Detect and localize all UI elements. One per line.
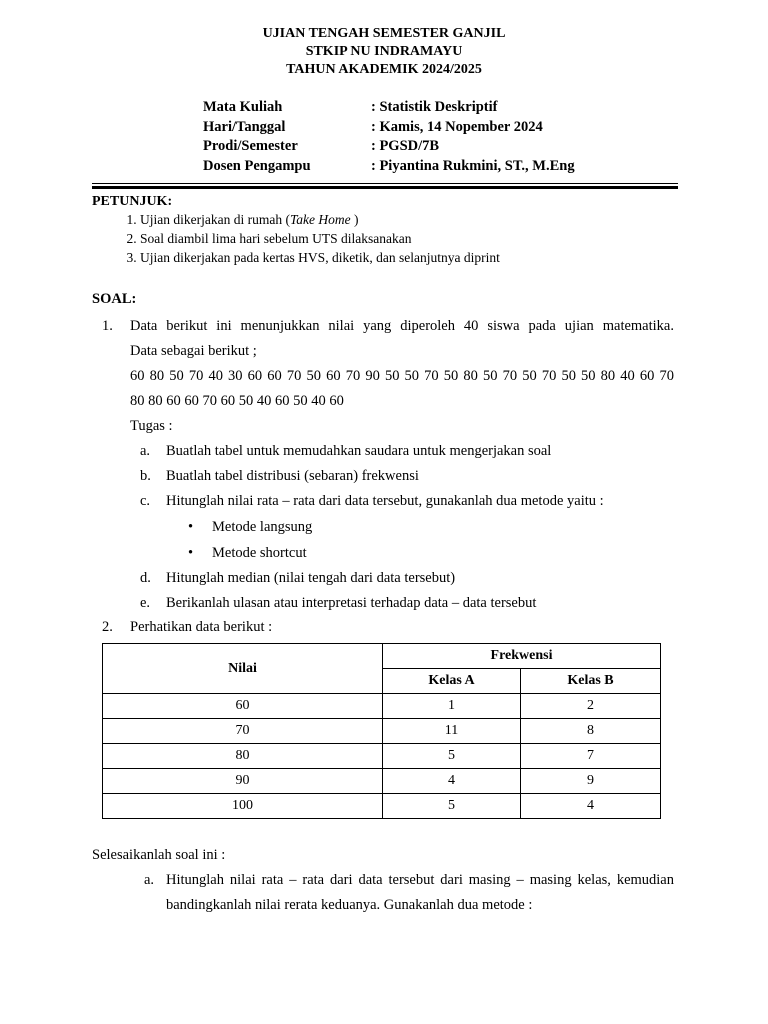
table-row [103, 794, 661, 819]
cell-kelas-a: 5 [383, 794, 521, 819]
data-values-line: 80 80 60 60 70 60 50 40 60 50 40 60 [130, 393, 344, 409]
header-divider-thick [92, 186, 678, 189]
header-kelas-a: Kelas A [383, 669, 521, 694]
question-text: Perhatikan data berikut : [130, 619, 273, 635]
instructions-list [92, 210, 500, 267]
question-row [92, 617, 674, 637]
instruction-item: 3. Ujian dikerjakan pada kertas HVS, diketik, dan selanjutnya diprint [140, 248, 500, 267]
data-values-line: 60 80 50 70 40 30 60 60 70 50 60 70 90 50 50 70 50 80 50 70 50 70 50 50 80 40 60 70 [130, 368, 674, 384]
course-info [203, 98, 575, 176]
info-value: : Statistik Deskriptif [371, 99, 498, 115]
info-label: Dosen Pengampu [203, 157, 311, 174]
table-row [103, 769, 661, 794]
cell-kelas-a: 4 [383, 769, 521, 794]
cell-nilai: 60 [103, 694, 383, 719]
task-item-d [130, 566, 674, 591]
sub-question-text: bandingkanlah nilai rerata keduanya. Gunakanlah dua metode : [166, 897, 533, 913]
cell-kelas-a: 11 [383, 719, 521, 744]
instruction-text-italic: Take Home [289, 212, 351, 227]
info-row-date [203, 118, 575, 138]
question-body [130, 314, 674, 616]
bullet-item [130, 514, 674, 540]
cell-kelas-b: 2 [521, 694, 661, 719]
cell-kelas-b: 4 [521, 794, 661, 819]
question-2 [92, 617, 674, 637]
task-letter: e. [140, 595, 151, 611]
cell-kelas-b: 9 [521, 769, 661, 794]
frequency-table [102, 643, 661, 819]
info-value: : PGSD/7B [371, 138, 440, 154]
task-letter: a. [140, 443, 151, 459]
task-text: Buatlah tabel distribusi (sebaran) frekwensi [166, 468, 419, 484]
task-item-c [130, 489, 674, 514]
cell-nilai: 100 [103, 794, 383, 819]
questions-title: SOAL: [92, 291, 137, 307]
sub-question-letter: a. [144, 872, 155, 888]
instruction-text: ) [350, 212, 359, 227]
question-number: 2. [102, 619, 113, 635]
cell-kelas-a: 1 [383, 694, 521, 719]
bullet-text: Metode shortcut [212, 545, 307, 561]
sub-question-body [166, 868, 674, 918]
sub-question-text: Hitunglah nilai rata – rata dari data tersebut dari masing – masing kelas, kemudian [166, 872, 674, 888]
exam-header [0, 25, 768, 79]
instruction-text: Ujian dikerjakan di rumah ( [140, 212, 290, 227]
bullet-item [130, 540, 674, 566]
info-label: Mata Kuliah [203, 99, 283, 115]
info-label: Hari/Tanggal [203, 118, 286, 135]
info-row-program [203, 137, 575, 157]
task-text: Hitunglah median (nilai tengah dari data tersebut) [166, 570, 456, 586]
question-number: 1. [102, 318, 113, 334]
header-academic-year: TAHUN AKADEMIK 2024/2025 [286, 62, 482, 77]
sub-question-a [92, 868, 674, 918]
question-text: Data sebagai berikut ; [130, 343, 257, 359]
instruction-item [140, 210, 500, 229]
cell-nilai: 80 [103, 744, 383, 769]
info-row-lecturer [203, 157, 575, 177]
bullet-icon: • [188, 519, 194, 535]
question-row [92, 314, 674, 616]
task-item-b [130, 464, 674, 489]
instruction-item: 2. Soal diambil lima hari sebelum UTS dilaksanakan [140, 229, 500, 248]
info-value: : Piyantina Rukmini, ST., M.Eng [371, 157, 575, 174]
info-label: Prodi/Semester [203, 138, 298, 154]
info-row-course [203, 98, 575, 118]
table-row [103, 694, 661, 719]
table-row [103, 719, 661, 744]
task-label: Tugas : [130, 418, 173, 434]
header-kelas-b: Kelas B [521, 669, 661, 694]
closing-instruction: Selesaikanlah soal ini : [92, 847, 226, 863]
cell-nilai: 70 [103, 719, 383, 744]
instructions [92, 194, 500, 267]
task-letter: d. [140, 570, 151, 586]
info-value: : Kamis, 14 Nopember 2024 [371, 118, 543, 135]
task-item-e [130, 591, 674, 616]
header-frekwensi: Frekwensi [383, 644, 661, 669]
header-title: UJIAN TENGAH SEMESTER GANJIL [262, 26, 506, 41]
table-header-row [103, 644, 661, 669]
task-letter: c. [140, 493, 151, 509]
bullet-text: Metode langsung [212, 519, 313, 535]
task-text: Buatlah tabel untuk memudahkan saudara untuk mengerjakan soal [166, 443, 552, 459]
header-divider-thin [92, 183, 678, 184]
table-row [103, 744, 661, 769]
question-text: Data berikut ini menunjukkan nilai yang diperoleh 40 siswa pada ujian matematika. [130, 318, 674, 334]
instructions-title: PETUNJUK: [92, 194, 173, 209]
cell-kelas-b: 7 [521, 744, 661, 769]
cell-kelas-a: 5 [383, 744, 521, 769]
task-text: Berikanlah ulasan atau interpretasi terhadap data – data tersebut [166, 595, 537, 611]
task-item-a [130, 439, 674, 464]
bullet-icon: • [188, 545, 194, 561]
task-text: Hitunglah nilai rata – rata dari data tersebut, gunakanlah dua metode yaitu : [166, 493, 604, 509]
cell-nilai: 90 [103, 769, 383, 794]
header-institution: STKIP NU INDRAMAYU [305, 44, 463, 59]
task-letter: b. [140, 468, 151, 484]
question-1 [92, 314, 674, 616]
header-nilai: Nilai [103, 644, 383, 694]
cell-kelas-b: 8 [521, 719, 661, 744]
